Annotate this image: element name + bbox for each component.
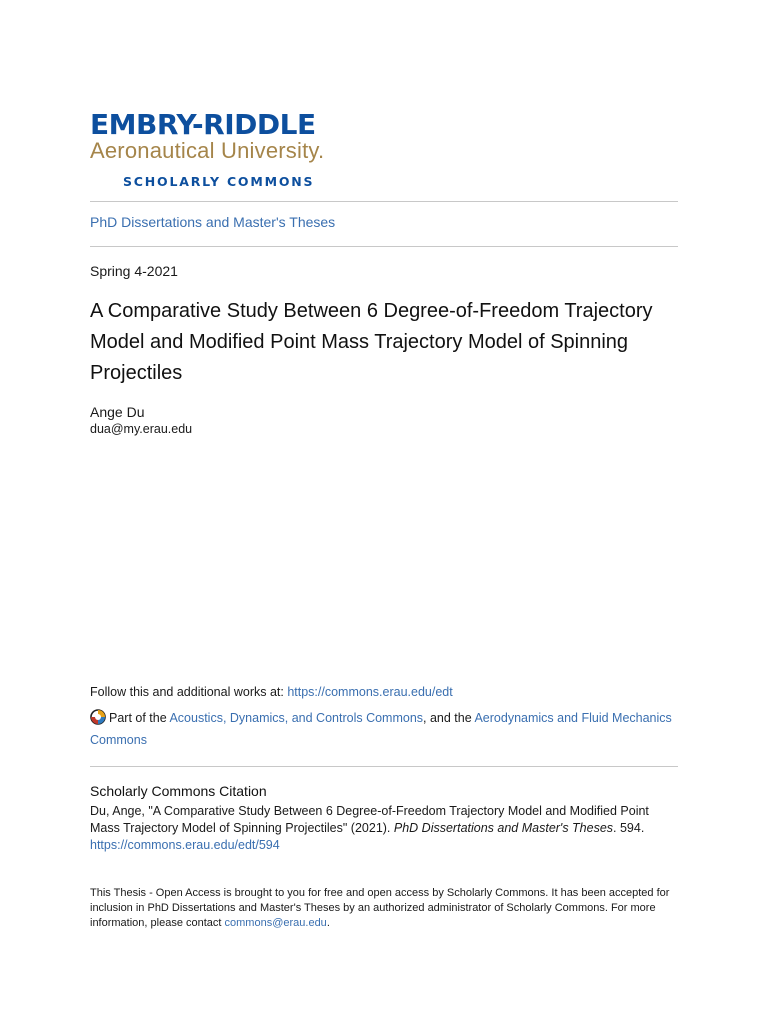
citation-link[interactable]: https://commons.erau.edu/edt/594 xyxy=(90,838,280,852)
author-email: dua@my.erau.edu xyxy=(90,422,193,436)
notice-text: This Thesis - Open Access is brought to you for free and open access by Scholarly Commons. It has been accepted for inclusion in PhD Dissertations and Master's Theses by an authorized administrator of Scholarly Commons. For more information, please contact xyxy=(90,887,670,929)
citation-text: Du, Ange, "A Comparative Study Between 6 Degree-of-Freedom Trajectory Model and Modified Point Mass Trajectory Model of Spinning Projectiles" (2021). xyxy=(90,804,649,835)
citation-body xyxy=(90,803,680,854)
creative-commons-icon xyxy=(90,709,106,725)
follow-line xyxy=(90,685,453,699)
notice-end: . xyxy=(326,917,330,929)
aerodynamics-commons-link[interactable]: Aerodynamics and Fluid Mechanics Commons xyxy=(90,711,672,747)
citation-heading: Scholarly Commons Citation xyxy=(90,783,267,799)
series-link[interactable]: PhD Dissertations and Master's Theses xyxy=(90,214,336,230)
part-of-prefix: Part of the xyxy=(109,711,170,725)
follow-text: Follow this and additional works at: xyxy=(90,685,288,699)
citation-series: PhD Dissertations and Master's Theses xyxy=(393,821,614,835)
citation-number: . 594. xyxy=(613,821,645,835)
logo-wordmark: EMBRY-RIDDLE xyxy=(90,108,316,141)
embry-riddle-logo xyxy=(90,110,370,189)
part-of-line xyxy=(90,707,680,751)
acoustics-commons-link[interactable]: Acoustics, Dynamics, and Controls Commons xyxy=(169,711,424,725)
page-title: A Comparative Study Between 6 Degree-of-Freedom Trajectory Model and Modified Point Mass Trajectory Model of Spinning Projectiles xyxy=(90,300,653,384)
part-of-middle: , and the xyxy=(423,711,475,725)
author-name: Ange Du xyxy=(90,404,145,420)
divider-top xyxy=(90,201,678,202)
open-access-notice xyxy=(90,886,680,931)
contact-email-link[interactable]: commons@erau.edu xyxy=(224,917,327,929)
logo-subtitle: Aeronautical University. xyxy=(90,138,325,163)
divider-second xyxy=(90,246,678,247)
logo-scholarly-commons: SCHOLARLY COMMONS xyxy=(123,174,315,189)
publication-date: Spring 4-2021 xyxy=(90,263,178,279)
follow-link[interactable]: https://commons.erau.edu/edt xyxy=(287,685,453,699)
divider-citation xyxy=(90,766,678,767)
